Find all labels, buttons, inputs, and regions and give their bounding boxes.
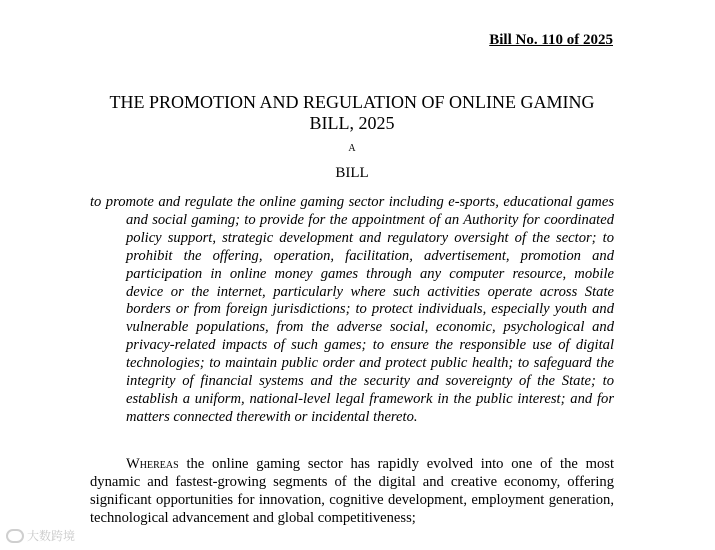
watermark [6,527,75,544]
preamble-paragraph [90,456,614,528]
preamble-text: the online gaming sector has rapidly evolved into one of the most dynamic and fastest-growing segments of the digital and creative economy, offering significant opportunities for innovation, cognitive development, employment generation, technological advancement and global competitiveness; [90,456,614,526]
bill-title [90,92,614,134]
preamble-lead-word: Whereas [126,456,179,472]
bill-title-line-1: THE PROMOTION AND REGULATION OF ONLINE GAMING [109,92,595,112]
bill-number: Bill No. 110 of 2025 [489,32,613,48]
bill-title-line-2: BILL, 2025 [309,113,395,133]
article-a: A [348,143,356,154]
watermark-text: 大数跨境 [27,529,76,543]
watermark-logo-icon [6,529,24,543]
bill-heading: BILL [335,165,369,181]
long-title: to promote and regulate the online gaming sector including e-sports, educational games and social gaming; to provide for the appointment of an Authority for coordinated policy support, strategic development and regulatory oversight of the sector; to prohibit the offering, operation, facilitation, advertisement, promotion and participation in online money games through any computer resource, mobile device or the internet, particularly where such activities operate across State borders or from foreign jurisdictions; to protect individuals, especially youth and vulnerable populations, from the adverse social, economic, psychological and privacy-related impacts of such games; to ensure the responsible use of digital technologies; to maintain public order and protect public health; to safeguard the integrity of financial systems and the security and sovereignty of the State; to establish a uniform, national-level legal framework in the public interest; and for matters connected therewith or incidental thereto. [90,194,614,425]
